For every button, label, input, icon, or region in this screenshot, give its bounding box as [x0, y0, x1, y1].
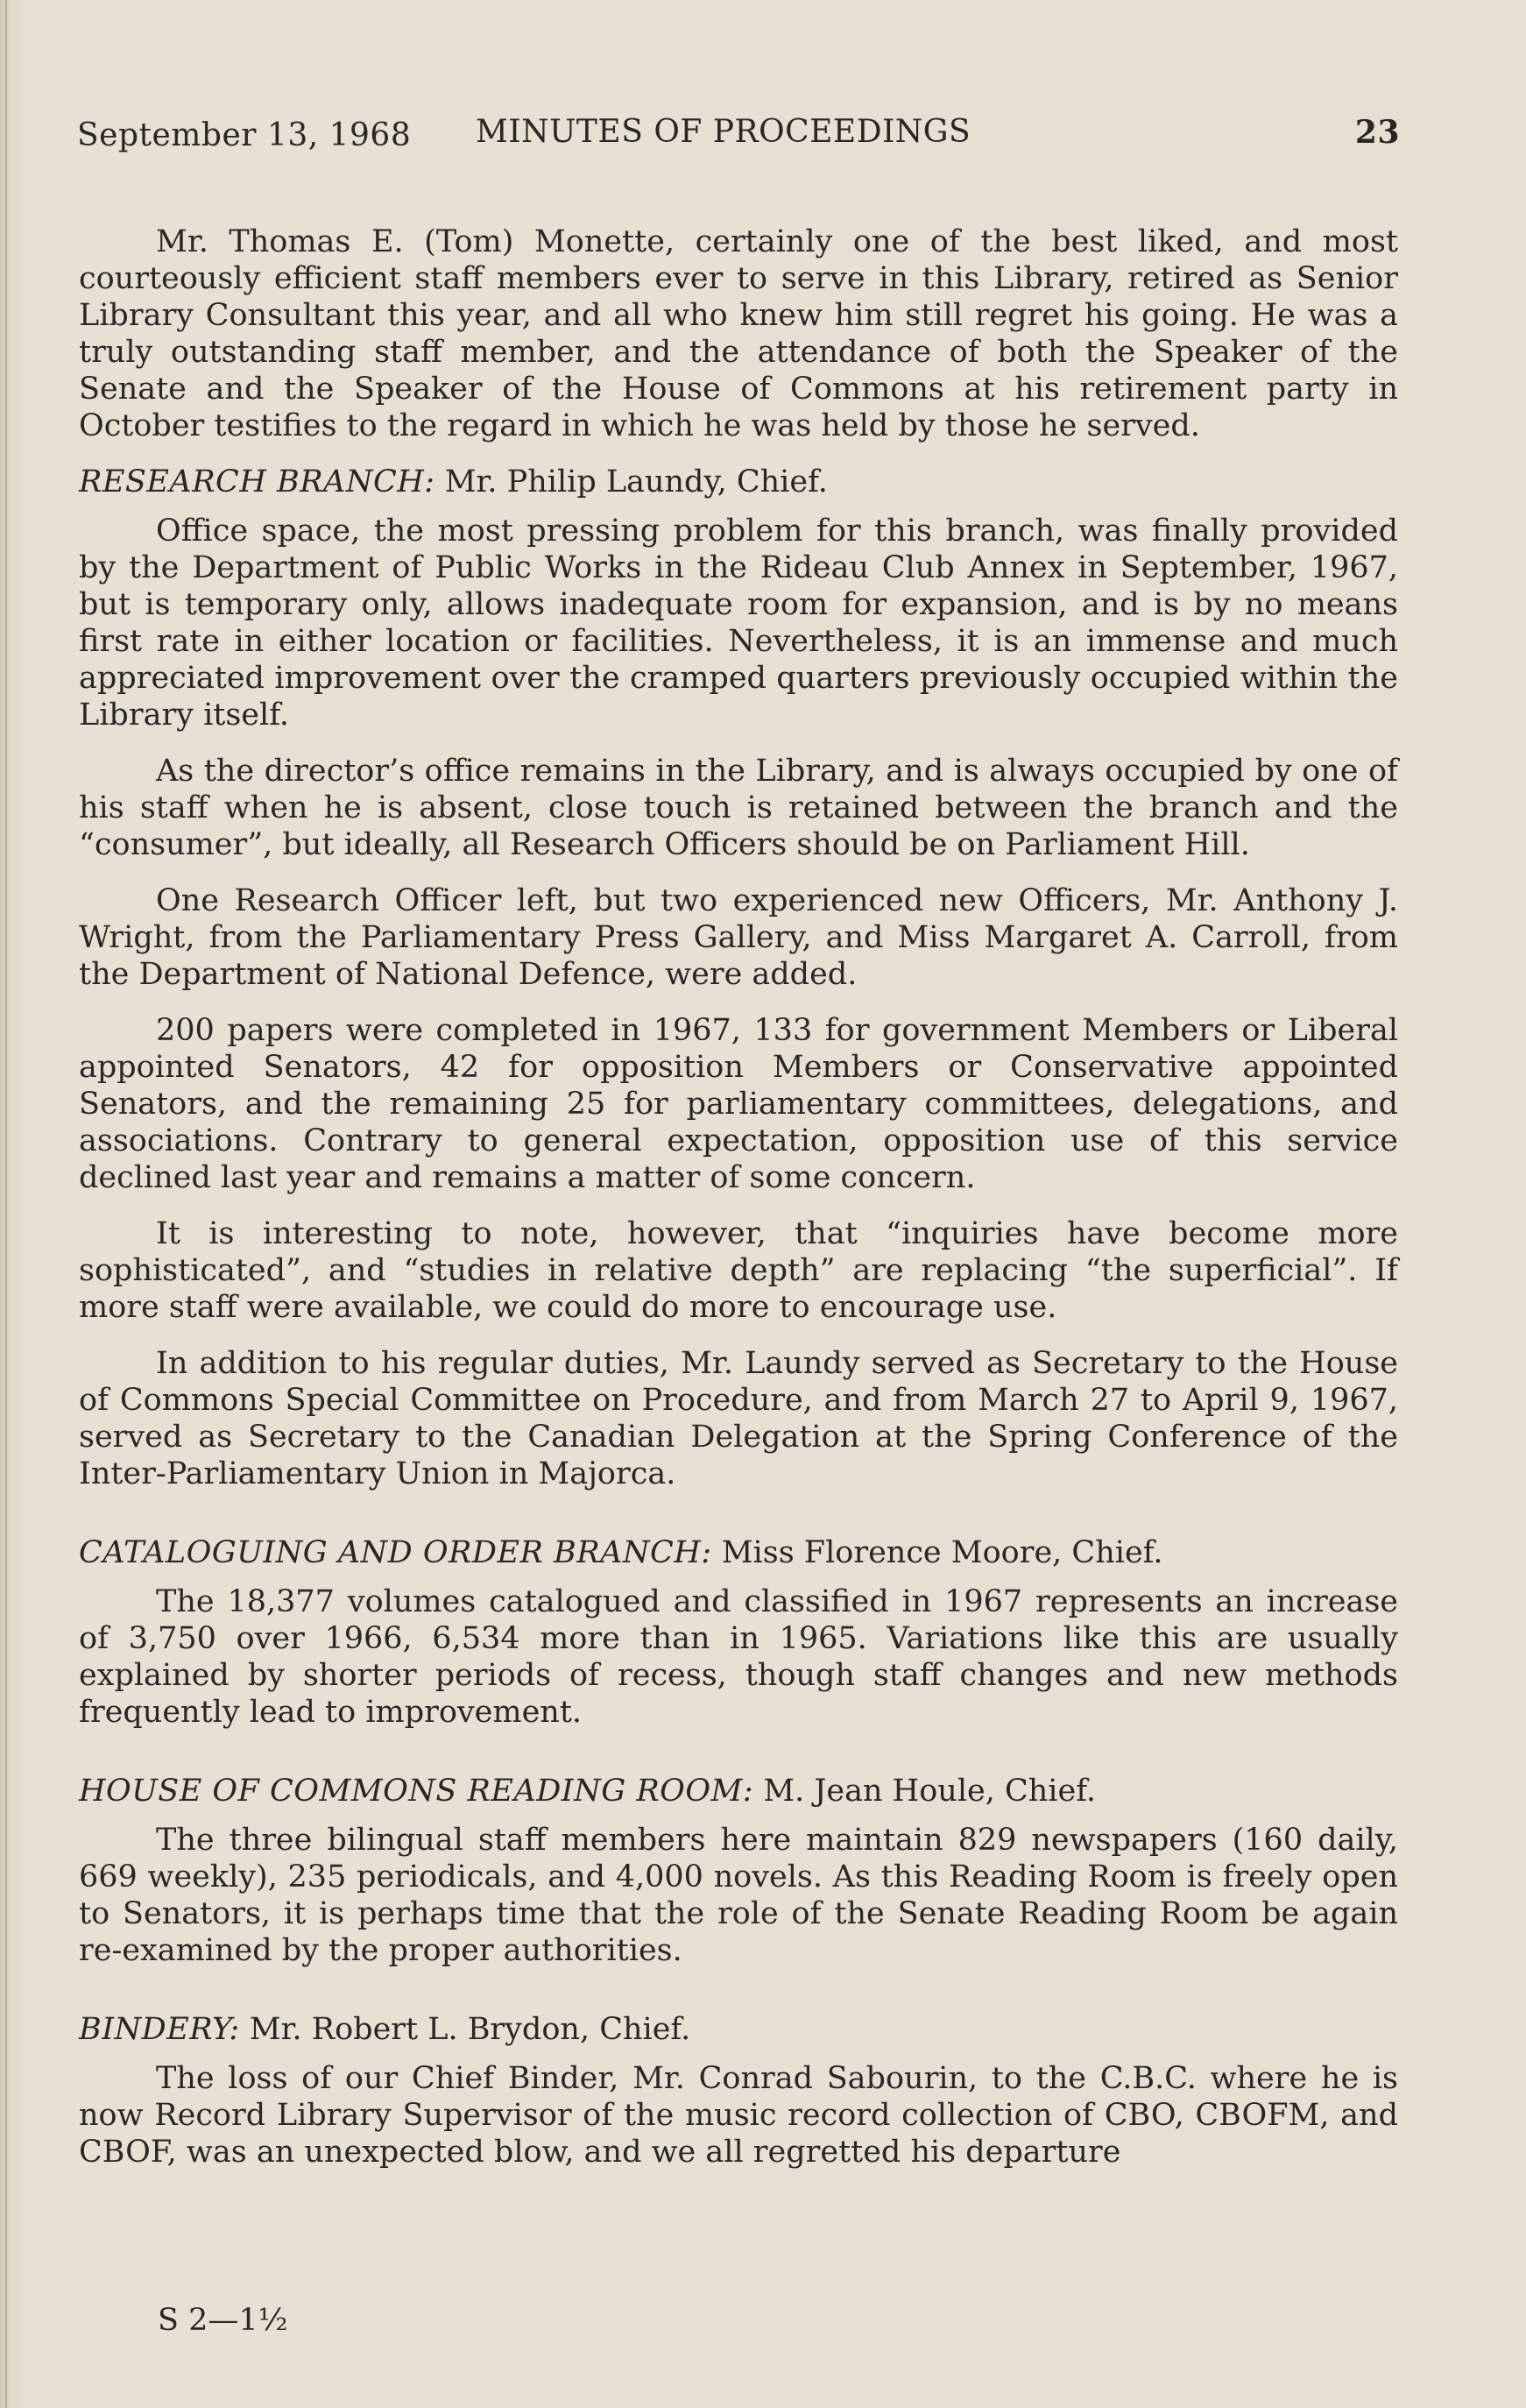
- intro-paragraph: Mr. Thomas E. (Tom) Monette, certainly one of the best liked, and most courteously efficient staff members ever to serve in this Library, retired as Senior Library Consultant this year, and all who knew him still regret his going. He was a truly outstanding staff member, and the attendance of both the Speaker of the Senate and the Speaker of the House of Commons at his retirement party in October testifies to the regard in which he was held by those he served.: [79, 224, 1398, 443]
- reading-room-paragraph-1: The three bilingual staff members here maintain 829 newspapers (160 daily, 669 weekly), 235 periodicals, and 4,000 novels. As this Reading Room is freely open to Senators, it is perhaps time that the role of the Senate Reading Room be again re-examined by the proper authorities.: [79, 1823, 1398, 1968]
- research-branch-heading: [79, 464, 1398, 500]
- bindery-chief: Mr. Robert L. Brydon, Chief.: [239, 2012, 691, 2047]
- research-branch-chief: Mr. Philip Laundy, Chief.: [434, 464, 828, 499]
- research-paragraph-3: One Research Officer left, but two experienced new Officers, Mr. Anthony J. Wright, from the Parliamentary Press Gallery, and Miss Margaret A. Carroll, from the Department of National Defence, were added.: [79, 883, 1398, 992]
- cataloguing-branch-chief: Miss Florence Moore, Chief.: [711, 1535, 1163, 1570]
- cataloguing-branch-heading: [79, 1534, 1398, 1571]
- research-branch-name: RESEARCH BRANCH:: [79, 464, 435, 499]
- page-header: [77, 114, 1400, 158]
- reading-room-name: HOUSE OF COMMONS READING ROOM:: [79, 1774, 754, 1809]
- research-paragraph-4: 200 papers were completed in 1967, 133 for government Members or Liberal appointed Senators, 42 for opposition Members or Conservative appointed Senators, and the remaining 25 for parliamentary committees, delegations, and associations. Contrary to general expectation, opposition use of this service declined last year and remains a matter of some concern.: [79, 1013, 1398, 1195]
- bindery-paragraph-1: The loss of our Chief Binder, Mr. Conrad Sabourin, to the C.B.C. where he is now Record Library Supervisor of the music record collection of CBO, CBOFM, and CBOF, was an unexpected blow, and we all regretted his departure: [79, 2061, 1398, 2170]
- page-edge-shadow: [5, 0, 7, 2408]
- research-paragraph-6: In addition to his regular duties, Mr. Laundy served as Secretary to the House of Commons Special Committee on Procedure, and from March 27 to April 9, 1967, served as Secretary to the Canadian Delegation at the Spring Conference of the Inter-Parliamentary Union in Majorca.: [79, 1346, 1398, 1491]
- signature-mark: S 2—1½: [158, 2303, 288, 2338]
- bindery-heading: [79, 2011, 1398, 2048]
- bindery-name: BINDERY:: [79, 2012, 240, 2047]
- reading-room-heading: [79, 1773, 1398, 1810]
- header-title: MINUTES OF PROCEEDINGS: [476, 114, 971, 150]
- page-number: 23: [1354, 114, 1400, 151]
- research-paragraph-2: As the director’s office remains in the Library, and is always occupied by one of his staff when he is absent, close touch is retained between the branch and the “consumer”, but ideally, all Research Officers should be on Parliament Hill.: [79, 754, 1398, 862]
- research-paragraph-5: It is interesting to note, however, that “inquiries have become more sophisticated”, and “studies in relative depth” are replacing “the superficial”. If more staff were available, we could do more to encourage use.: [79, 1216, 1398, 1325]
- page-body: [79, 223, 1398, 2190]
- header-date: September 13, 1968: [77, 117, 412, 153]
- cataloguing-paragraph-1: The 18,377 volumes catalogued and classified in 1967 represents an increase of 3,750 over 1966, 6,534 more than in 1965. Variations like this are usually explained by shorter periods of recess, though staff changes and new methods frequently lead to improvement.: [79, 1584, 1398, 1730]
- reading-room-chief: M. Jean Houle, Chief.: [753, 1774, 1097, 1809]
- cataloguing-branch-name: CATALOGUING AND ORDER BRANCH:: [79, 1535, 712, 1570]
- research-paragraph-1: Office space, the most pressing problem for this branch, was finally provided by the Department of Public Works in the Rideau Club Annex in September, 1967, but is temporary only, allows inadequate room for expansion, and is by no means first rate in either location or facilities. Nevertheless, it is an immense and much appreciated improvement over the cramped quarters previously occupied within the Library itself.: [79, 513, 1398, 733]
